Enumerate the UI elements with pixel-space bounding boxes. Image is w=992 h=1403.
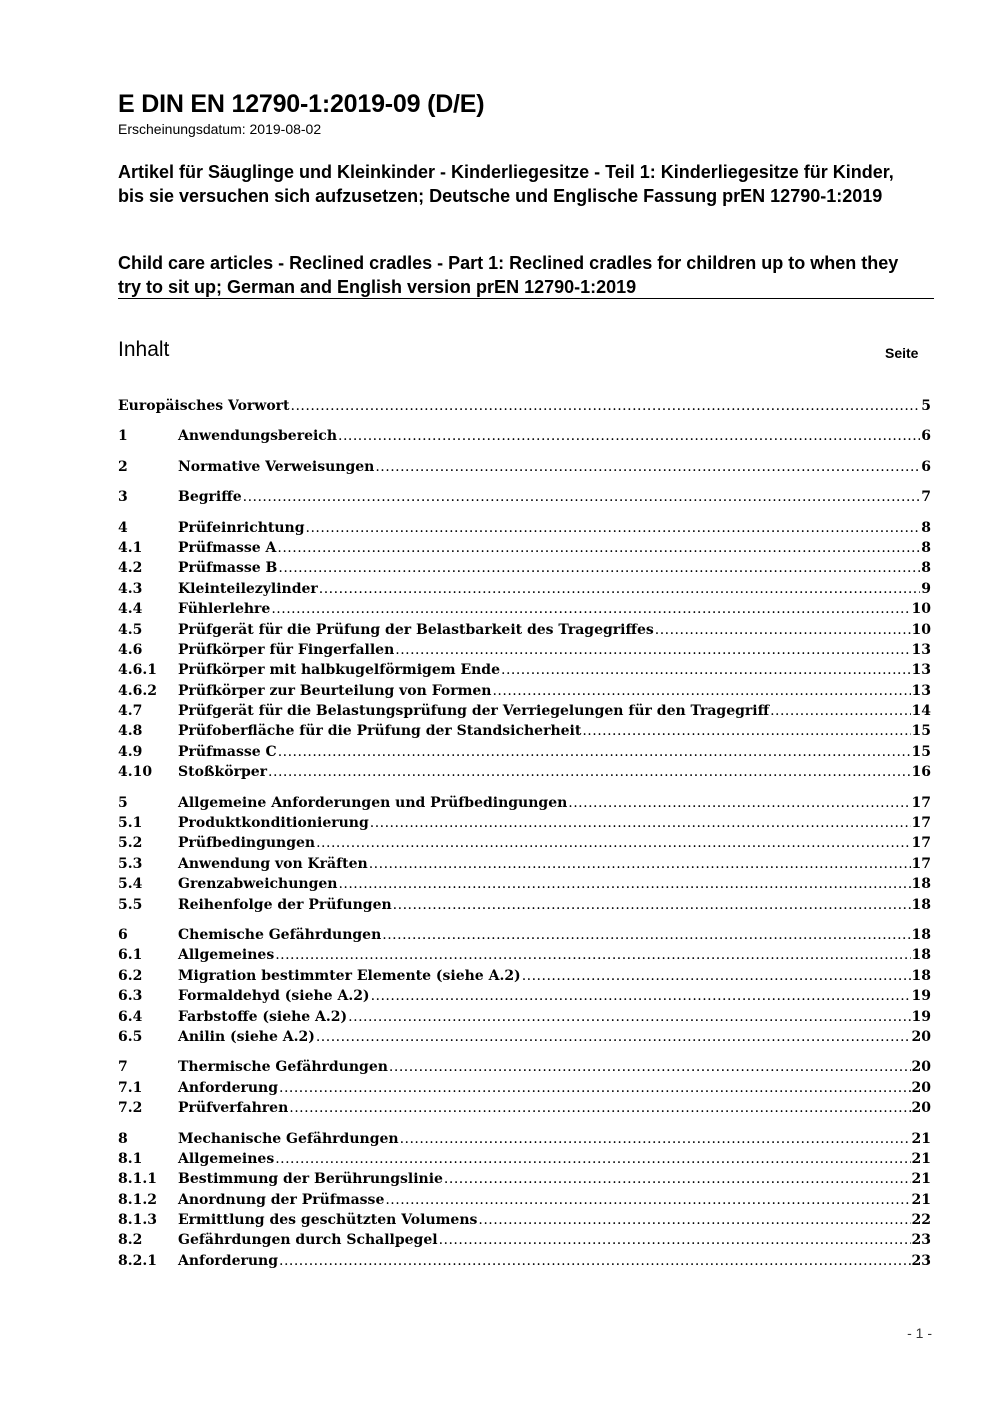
- toc-entry-title: Gefährdungen durch Schallpegel: [178, 1232, 438, 1249]
- toc-dot-leader: [369, 854, 911, 874]
- toc-entry-page: 20: [911, 1059, 931, 1076]
- toc-dot-leader: [275, 945, 910, 965]
- toc-entry-page: 20: [911, 1079, 931, 1096]
- toc-entry-page: 17: [911, 815, 931, 832]
- toc-entry-title: Allgemeine Anforderungen und Prüfbedingungen: [178, 794, 568, 811]
- toc-entry-page: 18: [911, 896, 931, 913]
- toc-page-label: Seite: [885, 345, 919, 361]
- toc-entry-number: 4.8: [118, 723, 143, 740]
- toc-entry-number: 4.9: [118, 743, 143, 760]
- toc-entry-number: 4.10: [118, 764, 153, 781]
- toc-dot-leader: [319, 579, 920, 599]
- title-english: Child care articles - Reclined cradles - Part 1: Reclined cradles for children up to when they try to sit up; German and English version prEN 12790-1:2019: [118, 253, 899, 297]
- toc-entry-title: Grenzabweichungen: [178, 876, 338, 893]
- toc-dot-leader: [444, 1169, 911, 1189]
- toc-dot-leader: [278, 558, 920, 578]
- toc-entry-page: 21: [911, 1130, 931, 1147]
- toc-entry-page: 7: [921, 489, 931, 506]
- toc-dot-leader: [370, 813, 911, 833]
- toc-entry-page: 9: [921, 580, 931, 597]
- toc-dot-leader: [289, 1098, 910, 1118]
- toc-entry-number: 5.1: [118, 815, 143, 832]
- toc-entry-title: Migration bestimmter Elemente (siehe A.2): [178, 967, 521, 984]
- toc-entry-number: 7.1: [118, 1079, 143, 1096]
- toc-entry-page: 8: [921, 519, 931, 536]
- toc-entry-number: 3: [118, 489, 128, 506]
- toc-dot-leader: [389, 1057, 911, 1077]
- toc-entry-page: 14: [911, 703, 931, 720]
- toc-entry-number: 8.2.1: [118, 1252, 157, 1269]
- toc-dot-leader: [316, 1027, 911, 1047]
- toc-dot-leader: [568, 793, 910, 813]
- toc-entry-number: 8.1.2: [118, 1191, 157, 1208]
- toc-entry[interactable]: [118, 426, 931, 446]
- toc-entry-title: Prüfoberfläche für die Prüfung der Standsicherheit: [178, 723, 582, 740]
- toc-dot-leader: [279, 1251, 911, 1271]
- toc-entry-page: 23: [911, 1252, 931, 1269]
- toc-entry[interactable]: [118, 1251, 931, 1271]
- toc-entry-page: 20: [911, 1028, 931, 1045]
- toc-entry-number: 6.3: [118, 988, 143, 1005]
- toc-dot-leader: [385, 1190, 910, 1210]
- toc-entry[interactable]: [118, 487, 931, 507]
- toc-entry[interactable]: [118, 833, 931, 853]
- toc-entry-page: 6: [921, 458, 931, 475]
- toc-entry-number: 7: [118, 1059, 128, 1076]
- toc-entry-page: 13: [911, 682, 931, 699]
- toc-dot-leader: [770, 701, 910, 721]
- toc-entry-page: 15: [911, 743, 931, 760]
- toc-entry[interactable]: [118, 874, 931, 894]
- toc-dot-leader: [522, 966, 911, 986]
- toc-entry-number: 4.7: [118, 703, 143, 720]
- toc-dot-leader: [278, 742, 911, 762]
- toc-entry-title: Produktkonditionierung: [178, 815, 369, 832]
- toc-dot-leader: [382, 925, 910, 945]
- toc-dot-leader: [279, 1078, 911, 1098]
- toc-entry-title: Chemische Gefährdungen: [178, 926, 382, 943]
- toc-dot-leader: [492, 681, 910, 701]
- toc-entry[interactable]: [118, 620, 931, 640]
- toc-entry-title: Prüfverfahren: [178, 1100, 289, 1117]
- title-divider: [118, 298, 934, 299]
- toc-entry-number: 4: [118, 519, 128, 536]
- toc-dot-leader: [400, 1129, 911, 1149]
- toc-entry-number: 6: [118, 926, 128, 943]
- toc-entry[interactable]: [118, 945, 931, 965]
- toc-entry-title: Bestimmung der Berührungslinie: [178, 1171, 443, 1188]
- toc-entry-title: Normative Verweisungen: [178, 458, 375, 475]
- toc-entry[interactable]: [118, 1210, 931, 1230]
- toc-entry-number: 5.2: [118, 835, 143, 852]
- toc-entry[interactable]: [118, 640, 931, 660]
- toc-entry[interactable]: [118, 721, 931, 741]
- toc-entry-title: Prüfkörper zur Beurteilung von Formen: [178, 682, 492, 699]
- toc-entry[interactable]: [118, 1190, 931, 1210]
- toc-entry-page: 18: [911, 876, 931, 893]
- toc-entry-number: 8.1: [118, 1150, 143, 1167]
- toc-dot-leader: [243, 487, 921, 507]
- toc-dot-leader: [271, 599, 910, 619]
- toc-entry-title: Farbstoffe (siehe A.2): [178, 1008, 348, 1025]
- toc-entry-title: Reihenfolge der Prüfungen: [178, 896, 392, 913]
- toc-entry-page: 23: [911, 1232, 931, 1249]
- toc-entry-title: Stoßkörper: [178, 764, 268, 781]
- toc-entry-page: 20: [911, 1100, 931, 1117]
- toc-entry-page: 18: [911, 947, 931, 964]
- toc-entry-title: Allgemeines: [178, 947, 275, 964]
- title-german: Artikel für Säuglinge und Kleinkinder - Kinderliegesitze - Teil 1: Kinderliegesitze für Kinder, bis sie versuchen sich aufzusetzen; Deutsche und Englische Fassung prEN 12790-1:2019: [118, 162, 894, 206]
- toc-entry-page: 19: [911, 1008, 931, 1025]
- toc-entry-number: 4.6.1: [118, 662, 157, 679]
- toc-entry-page: 15: [911, 723, 931, 740]
- toc-dot-leader: [291, 396, 921, 416]
- toc-entry-page: 10: [911, 621, 931, 638]
- toc-entry-page: 17: [911, 835, 931, 852]
- toc-entry[interactable]: [118, 854, 931, 874]
- toc-entry[interactable]: [118, 793, 931, 813]
- toc-entry-number: 4.5: [118, 621, 143, 638]
- toc-entry[interactable]: [118, 966, 931, 986]
- toc-entry-title: Prüfmasse A: [178, 539, 277, 556]
- toc-entry-page: 22: [911, 1212, 931, 1229]
- toc-entry[interactable]: [118, 1057, 931, 1077]
- toc-entry[interactable]: [118, 742, 931, 762]
- toc-entry-title: Prüfgerät für die Prüfung der Belastbarkeit des Tragegriffes: [178, 621, 654, 638]
- toc-dot-leader: [655, 620, 911, 640]
- toc-entry-number: 1: [118, 428, 128, 445]
- toc-entry[interactable]: [118, 518, 931, 538]
- document-id: E DIN EN 12790-1:2019-09 (D/E): [118, 90, 485, 118]
- toc-dot-leader: [393, 895, 911, 915]
- toc-entry-number: 5: [118, 794, 128, 811]
- toc-dot-leader: [439, 1230, 911, 1250]
- toc-heading: Inhalt: [118, 338, 170, 361]
- toc-entry[interactable]: [118, 457, 931, 477]
- toc-entry-page: 16: [911, 764, 931, 781]
- toc-entry-page: 13: [911, 662, 931, 679]
- toc-entry[interactable]: [118, 701, 931, 721]
- publication-date: Erscheinungsdatum: 2019-08-02: [118, 121, 322, 137]
- toc-entry-title: Anwendungsbereich: [178, 428, 337, 445]
- toc-entry-title: Prüfkörper mit halbkugelförmigem Ende: [178, 662, 500, 679]
- toc-dot-leader: [582, 721, 910, 741]
- toc-entry-number: 6.5: [118, 1028, 143, 1045]
- toc-entry-number: 8.1.3: [118, 1212, 157, 1229]
- toc-entry[interactable]: [118, 1007, 931, 1027]
- toc-entry-number: 4.3: [118, 580, 143, 597]
- toc-dot-leader: [306, 518, 921, 538]
- toc-dot-leader: [371, 986, 911, 1006]
- toc-entry-number: 7.2: [118, 1100, 143, 1117]
- toc-entry[interactable]: [118, 599, 931, 619]
- toc-entry-page: 5: [921, 398, 931, 414]
- toc-dot-leader: [316, 833, 910, 853]
- toc-entry-title: Formaldehyd (siehe A.2): [178, 988, 370, 1005]
- toc-entry-page: 21: [911, 1150, 931, 1167]
- toc-dot-leader: [501, 660, 911, 680]
- toc-entry-number: 6.1: [118, 947, 143, 964]
- toc-entry[interactable]: [118, 579, 931, 599]
- toc-entry-number: 5.4: [118, 876, 143, 893]
- toc-entry[interactable]: [118, 925, 931, 945]
- toc-entry-number: 4.6: [118, 641, 143, 658]
- toc-dot-leader: [395, 640, 910, 660]
- toc-entry-number: 8: [118, 1130, 128, 1147]
- toc-entry-page: 17: [911, 855, 931, 872]
- toc-entry-number: 8.2: [118, 1232, 143, 1249]
- toc-entry-number: 4.2: [118, 560, 143, 577]
- toc-entry-title: Prüfgerät für die Belastungsprüfung der Verriegelungen für den Tragegriff: [178, 703, 770, 720]
- toc-entry[interactable]: [118, 681, 931, 701]
- table-of-contents: [118, 396, 931, 1271]
- toc-dot-leader: [478, 1210, 910, 1230]
- toc-entry-page: 8: [921, 539, 931, 556]
- toc-entry[interactable]: [118, 1129, 931, 1149]
- toc-entry-title: Prüfbedingungen: [178, 835, 316, 852]
- toc-entry-page: 17: [911, 794, 931, 811]
- toc-entry-page: 13: [911, 641, 931, 658]
- toc-dot-leader: [268, 762, 910, 782]
- toc-entry[interactable]: [118, 1098, 931, 1118]
- toc-entry-title: Anwendung von Kräften: [178, 855, 368, 872]
- toc-entry[interactable]: [118, 986, 931, 1006]
- toc-entry[interactable]: [118, 396, 931, 416]
- toc-entry-title: Anordnung der Prüfmasse: [178, 1191, 385, 1208]
- toc-entry-page: 8: [921, 560, 931, 577]
- toc-entry-number: 5.3: [118, 855, 143, 872]
- toc-entry-page: 19: [911, 988, 931, 1005]
- toc-entry-title: Europäisches Vorwort: [118, 398, 290, 414]
- toc-entry-number: 8.1.1: [118, 1171, 157, 1188]
- toc-entry-title: Allgemeines: [178, 1150, 275, 1167]
- toc-entry-number: 2: [118, 458, 128, 475]
- toc-entry-title: Anforderung: [178, 1252, 278, 1269]
- toc-dot-leader: [338, 874, 910, 894]
- toc-entry[interactable]: [118, 1027, 931, 1047]
- toc-dot-leader: [348, 1007, 910, 1027]
- toc-entry-title: Prüfkörper für Fingerfallen: [178, 641, 395, 658]
- toc-entry-number: 5.5: [118, 896, 143, 913]
- toc-dot-leader: [338, 426, 920, 446]
- toc-entry-number: 6.4: [118, 1008, 143, 1025]
- toc-entry-page: 10: [911, 601, 931, 618]
- toc-entry[interactable]: [118, 1230, 931, 1250]
- toc-entry[interactable]: [118, 895, 931, 915]
- toc-entry[interactable]: [118, 558, 931, 578]
- toc-entry-page: 21: [911, 1191, 931, 1208]
- toc-entry-number: 4.6.2: [118, 682, 157, 699]
- toc-dot-leader: [375, 457, 920, 477]
- toc-entry-number: 4.1: [118, 539, 143, 556]
- toc-entry-title: Prüfmasse B: [178, 560, 278, 577]
- toc-entry-number: 4.4: [118, 601, 143, 618]
- toc-entry-title: Thermische Gefährdungen: [178, 1059, 388, 1076]
- toc-entry-title: Begriffe: [178, 489, 242, 506]
- toc-entry-page: 18: [911, 967, 931, 984]
- toc-dot-leader: [277, 538, 920, 558]
- toc-entry-title: Fühlerlehre: [178, 601, 271, 618]
- toc-entry-page: 21: [911, 1171, 931, 1188]
- toc-entry-title: Prüfmasse C: [178, 743, 277, 760]
- toc-entry-title: Anforderung: [178, 1079, 278, 1096]
- toc-entry-title: Anilin (siehe A.2): [178, 1028, 315, 1045]
- toc-entry-title: Ermittlung des geschützten Volumens: [178, 1212, 478, 1229]
- toc-dot-leader: [275, 1149, 910, 1169]
- toc-entry-title: Mechanische Gefährdungen: [178, 1130, 399, 1147]
- toc-entry-title: Kleinteilezylinder: [178, 580, 318, 597]
- toc-entry-page: 18: [911, 926, 931, 943]
- toc-entry-page: 6: [921, 428, 931, 445]
- toc-entry[interactable]: [118, 813, 931, 833]
- toc-entry-number: 6.2: [118, 967, 143, 984]
- toc-entry[interactable]: [118, 538, 931, 558]
- page-number: - 1 -: [907, 1325, 932, 1341]
- toc-entry[interactable]: [118, 1149, 931, 1169]
- toc-entry[interactable]: [118, 660, 931, 680]
- toc-entry[interactable]: [118, 1169, 931, 1189]
- toc-entry-title: Prüfeinrichtung: [178, 519, 305, 536]
- toc-entry[interactable]: [118, 762, 931, 782]
- toc-entry[interactable]: [118, 1078, 931, 1098]
